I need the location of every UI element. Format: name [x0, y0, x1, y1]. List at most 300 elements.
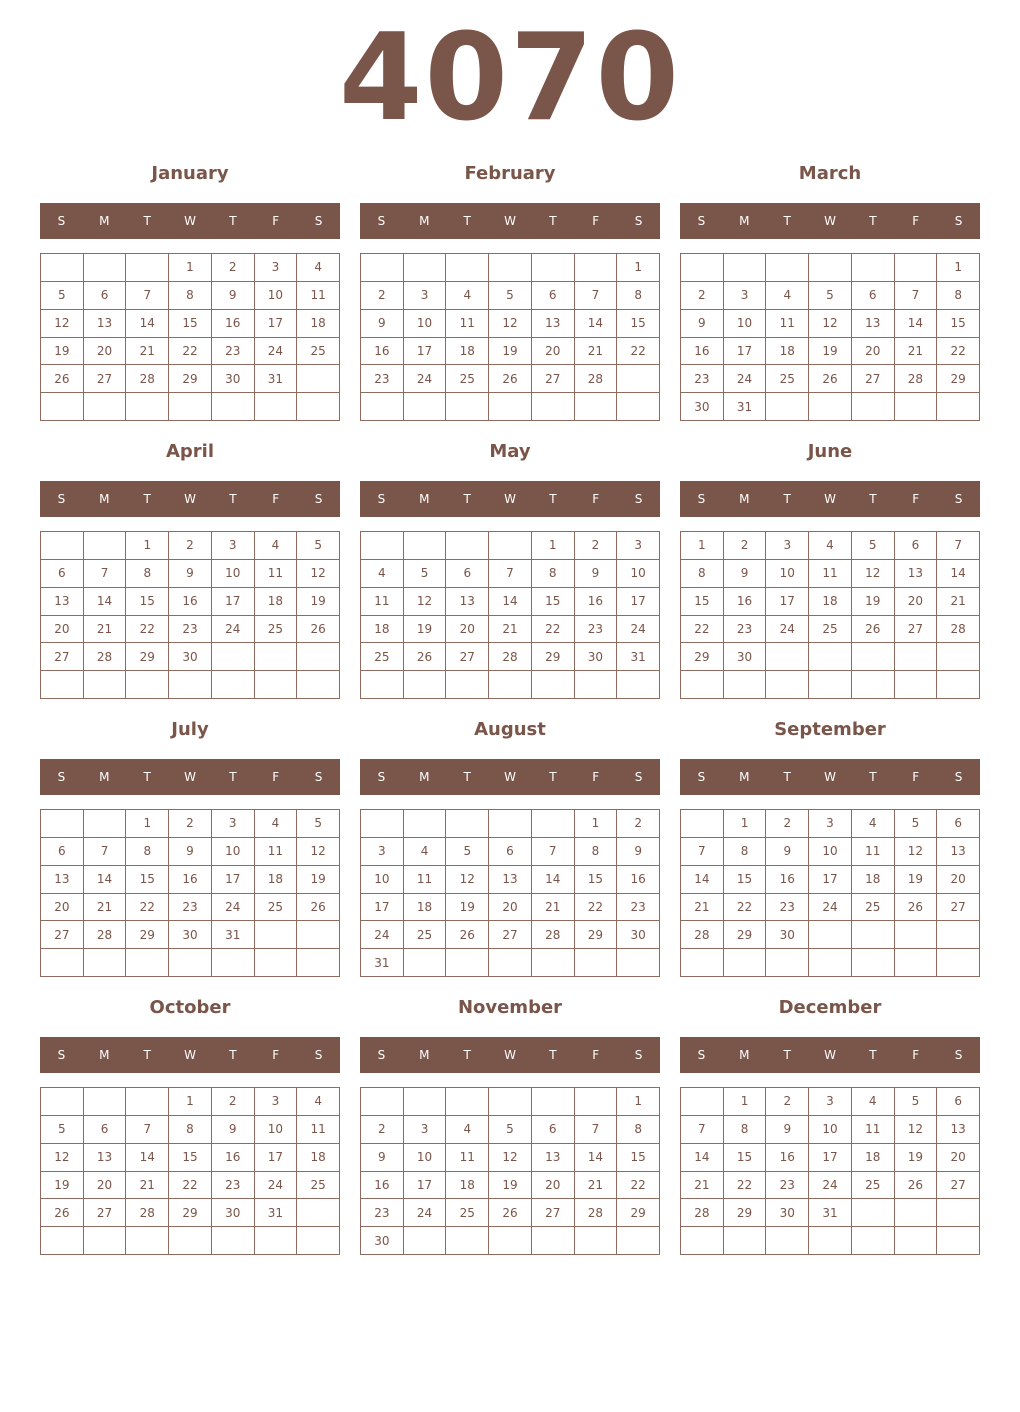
day-cell: 24	[809, 894, 852, 922]
empty-cell	[895, 671, 938, 699]
day-cell: 16	[361, 1172, 404, 1200]
weekday-label: M	[99, 214, 110, 228]
day-cell: 14	[489, 588, 532, 616]
day-cell: 13	[84, 1144, 127, 1172]
weekday-label: S	[377, 492, 386, 506]
empty-cell	[126, 1088, 169, 1116]
day-cell: 12	[297, 838, 340, 866]
empty-cell	[532, 949, 575, 977]
weekday-label: S	[57, 1048, 66, 1062]
empty-cell	[404, 1227, 447, 1255]
day-cell: 25	[255, 894, 298, 922]
day-cell: 25	[255, 616, 298, 644]
day-cell: 3	[766, 532, 809, 560]
weekday-label: T	[549, 214, 557, 228]
weekday-label: S	[57, 492, 66, 506]
day-cell: 17	[255, 1144, 298, 1172]
day-cell: 1	[937, 254, 980, 282]
day-cell: 20	[41, 894, 84, 922]
day-cell: 25	[852, 1172, 895, 1200]
month-name: February	[464, 163, 556, 184]
weekday-header	[360, 759, 660, 795]
weekday-label: T	[229, 1048, 237, 1062]
day-cell: 8	[617, 282, 660, 310]
empty-cell	[489, 949, 532, 977]
day-cell: 23	[681, 365, 724, 393]
day-cell: 11	[404, 866, 447, 894]
empty-cell	[681, 671, 724, 699]
day-cell: 6	[937, 810, 980, 838]
day-cell: 27	[84, 1199, 127, 1227]
weekday-label: F	[912, 214, 920, 228]
day-cell: 2	[361, 1116, 404, 1144]
weekday-label: S	[697, 770, 706, 784]
empty-cell	[617, 949, 660, 977]
day-cell: 28	[126, 365, 169, 393]
empty-cell	[895, 921, 938, 949]
day-cell: 22	[724, 1172, 767, 1200]
empty-cell	[126, 254, 169, 282]
day-cell: 19	[41, 1172, 84, 1200]
day-cell: 2	[361, 282, 404, 310]
weekday-label: S	[57, 770, 66, 784]
empty-cell	[84, 393, 127, 421]
day-cell: 9	[724, 560, 767, 588]
weekday-label: S	[57, 214, 66, 228]
day-cell: 17	[212, 866, 255, 894]
day-cell: 4	[809, 532, 852, 560]
day-cell: 16	[361, 338, 404, 366]
empty-cell	[895, 1199, 938, 1227]
day-cell: 13	[895, 560, 938, 588]
day-cell: 27	[41, 643, 84, 671]
day-cell: 3	[361, 838, 404, 866]
day-cell: 17	[809, 866, 852, 894]
day-cell: 23	[766, 1172, 809, 1200]
day-cell: 1	[126, 532, 169, 560]
day-cell: 27	[532, 1199, 575, 1227]
month-name: July	[171, 719, 209, 740]
day-cell: 8	[532, 560, 575, 588]
day-cell: 25	[297, 338, 340, 366]
day-cell: 10	[255, 282, 298, 310]
day-cell: 28	[84, 643, 127, 671]
weekday-header	[40, 759, 340, 795]
day-cell: 30	[617, 921, 660, 949]
day-cell: 18	[766, 338, 809, 366]
day-cell: 9	[212, 1116, 255, 1144]
empty-cell	[937, 949, 980, 977]
day-cell: 14	[575, 1144, 618, 1172]
month-name: October	[149, 997, 231, 1018]
day-cell: 13	[852, 310, 895, 338]
weekday-label: S	[697, 492, 706, 506]
day-cell: 8	[126, 838, 169, 866]
empty-cell	[297, 393, 340, 421]
empty-cell	[575, 1088, 618, 1116]
day-cell: 13	[532, 310, 575, 338]
day-cell: 23	[361, 365, 404, 393]
weekday-label: W	[184, 492, 196, 506]
empty-cell	[41, 254, 84, 282]
day-cell: 15	[169, 310, 212, 338]
empty-cell	[681, 1088, 724, 1116]
empty-cell	[489, 671, 532, 699]
day-grid	[360, 531, 660, 699]
empty-cell	[255, 671, 298, 699]
day-cell: 25	[852, 894, 895, 922]
day-cell: 20	[532, 338, 575, 366]
weekday-label: T	[143, 492, 151, 506]
day-cell: 11	[809, 560, 852, 588]
day-cell: 8	[724, 1116, 767, 1144]
day-cell: 7	[84, 560, 127, 588]
weekday-label: W	[824, 1048, 836, 1062]
day-cell: 18	[404, 894, 447, 922]
weekday-header	[40, 481, 340, 517]
empty-cell	[361, 671, 404, 699]
day-cell: 10	[809, 838, 852, 866]
empty-cell	[84, 532, 127, 560]
day-grid	[40, 531, 340, 699]
empty-cell	[681, 254, 724, 282]
day-cell: 12	[489, 1144, 532, 1172]
day-cell: 4	[852, 1088, 895, 1116]
day-cell: 16	[617, 866, 660, 894]
day-cell: 16	[169, 866, 212, 894]
day-cell: 28	[681, 1199, 724, 1227]
day-cell: 2	[212, 254, 255, 282]
day-cell: 14	[126, 1144, 169, 1172]
day-cell: 16	[212, 310, 255, 338]
empty-cell	[532, 810, 575, 838]
empty-cell	[446, 949, 489, 977]
empty-cell	[41, 1088, 84, 1116]
day-cell: 24	[404, 1199, 447, 1227]
month-name: December	[778, 997, 882, 1018]
weekday-label: S	[314, 214, 323, 228]
day-cell: 15	[724, 866, 767, 894]
day-cell: 25	[809, 616, 852, 644]
day-cell: 1	[724, 1088, 767, 1116]
day-cell: 20	[489, 894, 532, 922]
weekday-label: M	[739, 214, 750, 228]
weekday-label: M	[419, 214, 430, 228]
day-cell: 18	[852, 866, 895, 894]
day-cell: 21	[681, 1172, 724, 1200]
day-cell: 22	[617, 338, 660, 366]
day-cell: 20	[937, 1144, 980, 1172]
day-cell: 2	[575, 532, 618, 560]
day-cell: 8	[169, 1116, 212, 1144]
empty-cell	[852, 921, 895, 949]
weekday-label: S	[314, 770, 323, 784]
weekday-label: T	[869, 1048, 877, 1062]
weekday-label: F	[272, 770, 280, 784]
day-cell: 5	[41, 1116, 84, 1144]
empty-cell	[126, 1227, 169, 1255]
empty-cell	[404, 949, 447, 977]
day-cell: 31	[724, 393, 767, 421]
weekday-label: T	[463, 770, 471, 784]
day-cell: 6	[532, 282, 575, 310]
day-cell: 21	[489, 616, 532, 644]
day-cell: 10	[766, 560, 809, 588]
weekday-label: F	[592, 214, 600, 228]
day-cell: 18	[255, 588, 298, 616]
day-cell: 17	[766, 588, 809, 616]
day-cell: 3	[809, 1088, 852, 1116]
empty-cell	[297, 1199, 340, 1227]
empty-cell	[937, 1199, 980, 1227]
weekday-label: S	[954, 770, 963, 784]
day-cell: 7	[126, 1116, 169, 1144]
empty-cell	[895, 1227, 938, 1255]
day-cell: 6	[937, 1088, 980, 1116]
weekday-label: S	[697, 214, 706, 228]
empty-cell	[852, 1199, 895, 1227]
weekday-header	[680, 481, 980, 517]
day-cell: 28	[489, 643, 532, 671]
day-cell: 5	[489, 282, 532, 310]
day-cell: 22	[169, 338, 212, 366]
weekday-label: S	[634, 770, 643, 784]
day-cell: 7	[681, 1116, 724, 1144]
empty-cell	[575, 1227, 618, 1255]
day-cell: 5	[297, 810, 340, 838]
day-cell: 6	[41, 560, 84, 588]
empty-cell	[41, 1227, 84, 1255]
empty-cell	[489, 393, 532, 421]
day-cell: 31	[255, 365, 298, 393]
empty-cell	[255, 393, 298, 421]
weekday-label: M	[99, 770, 110, 784]
day-cell: 22	[126, 894, 169, 922]
day-cell: 27	[41, 921, 84, 949]
empty-cell	[126, 949, 169, 977]
day-cell: 31	[809, 1199, 852, 1227]
weekday-label: F	[912, 770, 920, 784]
day-cell: 8	[575, 838, 618, 866]
day-cell: 19	[895, 1144, 938, 1172]
day-cell: 7	[681, 838, 724, 866]
day-grid	[360, 253, 660, 421]
empty-cell	[681, 1227, 724, 1255]
empty-cell	[766, 1227, 809, 1255]
weekday-header	[680, 759, 980, 795]
empty-cell	[617, 365, 660, 393]
empty-cell	[297, 1227, 340, 1255]
day-cell: 11	[766, 310, 809, 338]
day-cell: 25	[297, 1172, 340, 1200]
empty-cell	[489, 1088, 532, 1116]
weekday-label: F	[592, 1048, 600, 1062]
empty-cell	[532, 393, 575, 421]
day-cell: 14	[126, 310, 169, 338]
day-cell: 19	[297, 588, 340, 616]
day-cell: 23	[212, 1172, 255, 1200]
empty-cell	[297, 365, 340, 393]
empty-cell	[852, 254, 895, 282]
day-cell: 15	[937, 310, 980, 338]
day-cell: 16	[681, 338, 724, 366]
day-cell: 30	[212, 365, 255, 393]
day-cell: 10	[404, 1144, 447, 1172]
day-cell: 5	[895, 810, 938, 838]
weekday-label: S	[377, 214, 386, 228]
weekday-label: F	[592, 492, 600, 506]
empty-cell	[809, 643, 852, 671]
day-cell: 13	[489, 866, 532, 894]
empty-cell	[617, 671, 660, 699]
weekday-label: M	[419, 1048, 430, 1062]
day-cell: 29	[126, 643, 169, 671]
day-cell: 1	[617, 1088, 660, 1116]
day-cell: 15	[724, 1144, 767, 1172]
day-cell: 26	[41, 1199, 84, 1227]
day-cell: 19	[852, 588, 895, 616]
day-cell: 16	[575, 588, 618, 616]
day-cell: 29	[681, 643, 724, 671]
empty-cell	[724, 254, 767, 282]
weekday-label: W	[824, 492, 836, 506]
weekday-label: T	[463, 1048, 471, 1062]
day-cell: 29	[575, 921, 618, 949]
day-cell: 27	[852, 365, 895, 393]
day-cell: 12	[41, 310, 84, 338]
day-cell: 26	[404, 643, 447, 671]
day-cell: 10	[255, 1116, 298, 1144]
day-cell: 4	[766, 282, 809, 310]
day-cell: 23	[361, 1199, 404, 1227]
day-cell: 22	[617, 1172, 660, 1200]
day-cell: 27	[489, 921, 532, 949]
empty-cell	[532, 671, 575, 699]
day-cell: 10	[809, 1116, 852, 1144]
day-cell: 5	[895, 1088, 938, 1116]
day-cell: 8	[126, 560, 169, 588]
day-cell: 11	[852, 838, 895, 866]
day-cell: 21	[126, 1172, 169, 1200]
day-cell: 21	[575, 338, 618, 366]
empty-cell	[446, 1088, 489, 1116]
day-cell: 10	[212, 838, 255, 866]
empty-cell	[446, 1227, 489, 1255]
empty-cell	[895, 643, 938, 671]
day-cell: 20	[895, 588, 938, 616]
day-cell: 13	[532, 1144, 575, 1172]
day-grid	[360, 1087, 660, 1255]
day-cell: 11	[852, 1116, 895, 1144]
day-cell: 15	[575, 866, 618, 894]
weekday-label: M	[739, 492, 750, 506]
day-cell: 2	[617, 810, 660, 838]
day-cell: 16	[212, 1144, 255, 1172]
day-cell: 15	[169, 1144, 212, 1172]
day-cell: 18	[446, 338, 489, 366]
empty-cell	[937, 671, 980, 699]
empty-cell	[895, 393, 938, 421]
weekday-label: T	[229, 214, 237, 228]
day-cell: 23	[169, 894, 212, 922]
weekday-label: S	[954, 1048, 963, 1062]
empty-cell	[617, 1227, 660, 1255]
weekday-header	[360, 203, 660, 239]
empty-cell	[41, 532, 84, 560]
day-cell: 14	[532, 866, 575, 894]
empty-cell	[255, 643, 298, 671]
empty-cell	[532, 254, 575, 282]
day-cell: 7	[575, 1116, 618, 1144]
weekday-label: T	[783, 770, 791, 784]
day-cell: 8	[681, 560, 724, 588]
empty-cell	[255, 921, 298, 949]
weekday-label: M	[419, 492, 430, 506]
day-cell: 24	[255, 338, 298, 366]
day-cell: 2	[766, 1088, 809, 1116]
day-cell: 7	[575, 282, 618, 310]
day-cell: 11	[255, 560, 298, 588]
day-cell: 30	[169, 643, 212, 671]
weekday-label: W	[184, 770, 196, 784]
day-cell: 27	[895, 616, 938, 644]
day-cell: 9	[361, 1144, 404, 1172]
month-name: January	[151, 163, 229, 184]
day-cell: 13	[937, 1116, 980, 1144]
day-cell: 30	[681, 393, 724, 421]
empty-cell	[126, 393, 169, 421]
day-cell: 15	[532, 588, 575, 616]
empty-cell	[361, 810, 404, 838]
weekday-label: T	[869, 214, 877, 228]
day-cell: 30	[169, 921, 212, 949]
day-cell: 18	[361, 616, 404, 644]
weekday-label: S	[634, 214, 643, 228]
weekday-label: M	[99, 1048, 110, 1062]
day-cell: 20	[41, 616, 84, 644]
day-cell: 1	[575, 810, 618, 838]
day-cell: 14	[84, 588, 127, 616]
day-cell: 13	[41, 588, 84, 616]
empty-cell	[852, 643, 895, 671]
empty-cell	[809, 393, 852, 421]
empty-cell	[41, 671, 84, 699]
day-cell: 26	[297, 894, 340, 922]
day-cell: 12	[41, 1144, 84, 1172]
day-cell: 1	[169, 1088, 212, 1116]
day-cell: 25	[446, 365, 489, 393]
empty-cell	[446, 671, 489, 699]
day-cell: 12	[489, 310, 532, 338]
empty-cell	[169, 671, 212, 699]
day-cell: 27	[84, 365, 127, 393]
weekday-label: M	[739, 770, 750, 784]
day-cell: 23	[766, 894, 809, 922]
day-cell: 30	[766, 1199, 809, 1227]
day-cell: 29	[724, 1199, 767, 1227]
day-cell: 1	[126, 810, 169, 838]
day-cell: 4	[404, 838, 447, 866]
weekday-label: S	[314, 1048, 323, 1062]
day-cell: 28	[681, 921, 724, 949]
weekday-header	[40, 1037, 340, 1073]
day-cell: 2	[724, 532, 767, 560]
day-cell: 18	[852, 1144, 895, 1172]
day-cell: 3	[255, 1088, 298, 1116]
empty-cell	[575, 254, 618, 282]
day-cell: 11	[297, 282, 340, 310]
day-cell: 5	[404, 560, 447, 588]
